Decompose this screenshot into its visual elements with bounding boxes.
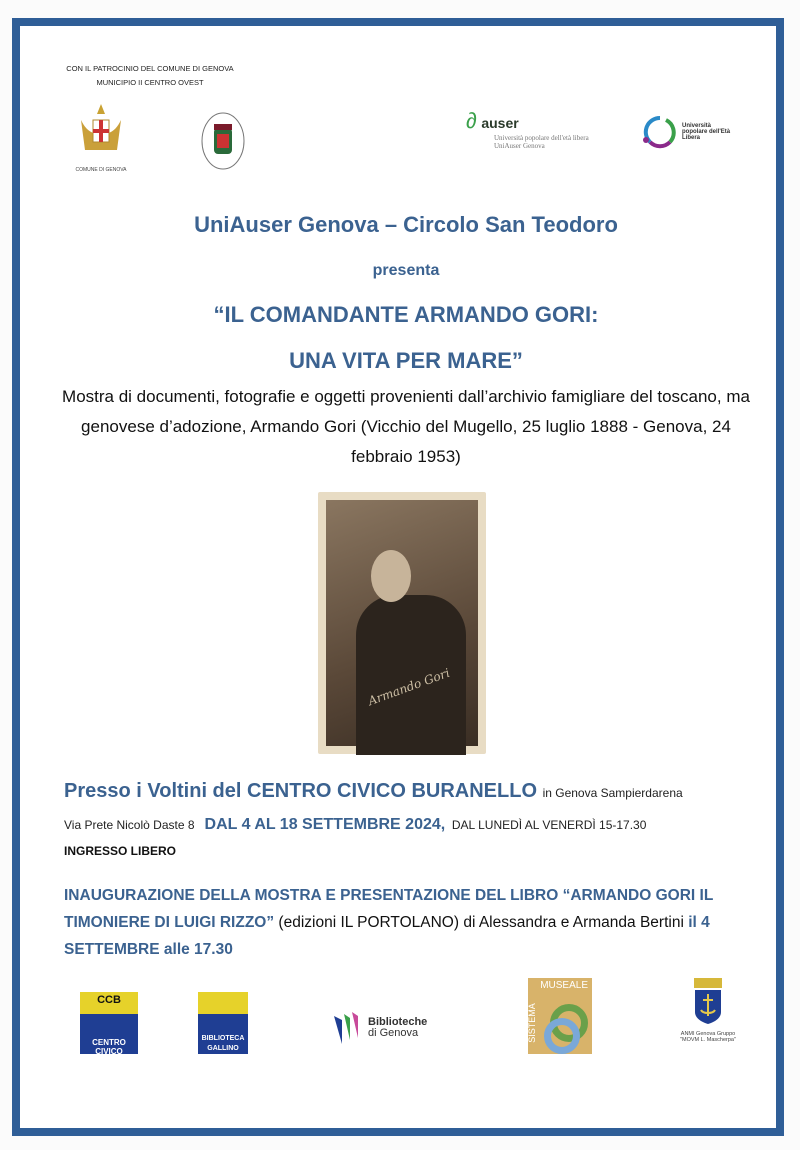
organizer-title: UniAuser Genova – Circolo San Teodoro — [194, 212, 618, 237]
universita-logo — [642, 114, 732, 150]
biblioteche-genova-logo — [332, 1010, 427, 1046]
municipio-logo — [200, 110, 246, 177]
venue-place: Presso i Voltini del CENTRO CIVICO BURANELLO — [64, 780, 538, 802]
inauguration-authors: (edizioni IL PORTOLANO) di Alessandra e Armanda Bertini — [274, 914, 689, 931]
ccb-logo — [80, 992, 138, 1065]
comune-label: COMUNE DI GENOVA — [75, 167, 127, 173]
sistema-label: SISTEMA — [526, 1003, 537, 1043]
exhibition-title-2: UNA VITA PER MARE” — [289, 348, 523, 373]
universita-label: Università popolare dell'Età Libera — [682, 123, 731, 141]
inauguration-title: INAUGURAZIONE DELLA MOSTRA E PRESENTAZIONE DEL LIBRO “ARMANDO GORI IL TIMONIERE DI LUIGI RIZZO” — [64, 887, 714, 931]
exhibition-description: Mostra di documenti, fotografie e oggetti provenienti dall’archivio famigliare del toscano, ma genovese d’adozione, Armando Gori (Vicchio del Mugello, 25 luglio 1888 - Genova, 24 febbraio 1953) — [62, 387, 750, 466]
municipio-crest-icon — [200, 110, 246, 172]
books-icon — [332, 1010, 362, 1046]
anchor-crest-icon — [691, 976, 725, 1026]
portrait-photo — [318, 492, 486, 754]
patronage-line: CON IL PATROCINIO DEL COMUNE DI GENOVA — [66, 64, 234, 73]
anmi-label: ANMI Genova Gruppo "MOVM L. Mascherpa" — [680, 1031, 736, 1043]
universita-icon — [642, 114, 678, 150]
gallino-label: BIBLIOTECA GALLINO — [201, 1035, 245, 1052]
comune-genova-logo — [66, 100, 136, 173]
venue-details — [64, 816, 646, 834]
opening-hours: DAL LUNEDÌ AL VENERDÌ 15-17.30 — [451, 818, 647, 832]
sistema-museale-logo — [528, 978, 592, 1054]
coat-of-arms-icon — [71, 100, 131, 162]
di-genova-label: di Genova — [368, 1027, 419, 1039]
biblioteca-gallino-logo — [198, 992, 248, 1054]
free-entry: INGRESSO LIBERO — [64, 844, 177, 858]
signature: Armando Gori — [366, 665, 452, 709]
municipio-line: MUNICIPIO II CENTRO OVEST — [96, 78, 204, 87]
museale-label: MUSEALE — [540, 980, 588, 991]
patronage — [20, 62, 280, 90]
inauguration — [64, 882, 764, 963]
inauguration-date: il 4 SETTEMBRE alle 17.30 — [64, 914, 710, 958]
auser-logo — [466, 108, 626, 150]
anmi-logo — [680, 976, 736, 1043]
auser-name: auser — [481, 115, 519, 131]
auser-sub: Università popolare dell'età libera — [494, 134, 589, 142]
ccb-label: CENTRO CIVICO BURANELLO — [83, 1038, 135, 1065]
biblioteche-label: Biblioteche — [368, 1016, 428, 1028]
poster — [12, 18, 784, 1136]
ccb-letters: CCB — [97, 994, 121, 1006]
venue-city: in Genova Sampierdarena — [542, 786, 683, 800]
exhibition-title-1: “IL COMANDANTE ARMANDO GORI: — [213, 302, 599, 327]
auser-swoosh-icon: ∂ — [466, 108, 477, 133]
exhibition-dates: DAL 4 AL 18 SETTEMBRE 2024, — [204, 816, 446, 833]
venue-address: Via Prete Nicolò Daste 8 — [64, 818, 195, 832]
presents-label: presenta — [372, 262, 440, 279]
auser-sub2: UniAuser Genova — [494, 142, 545, 150]
venue — [64, 780, 683, 803]
